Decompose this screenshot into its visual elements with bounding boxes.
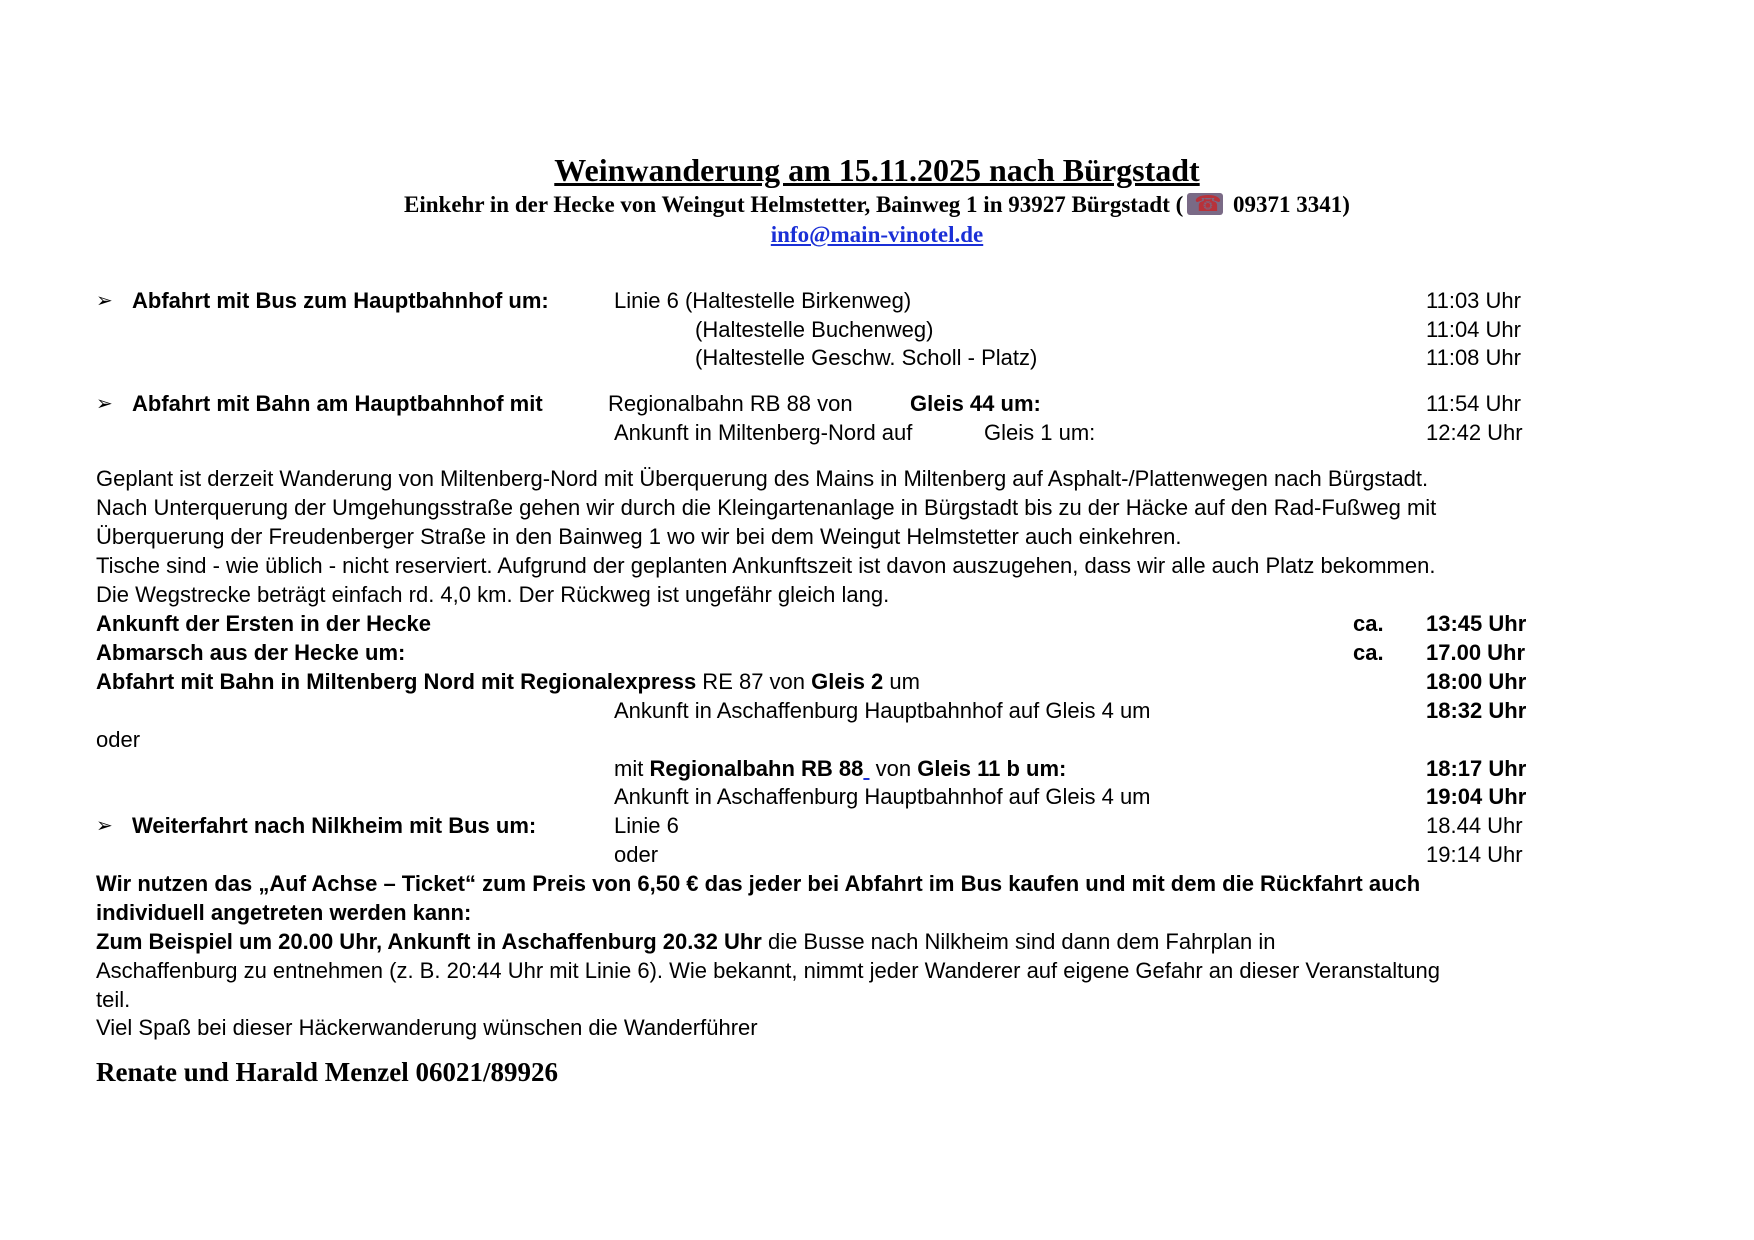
train-out-arrival-gleis: Gleis 1 um: (984, 420, 1096, 445)
bus-back-label: Weiterfahrt nach Nilkheim mit Bus um: (132, 813, 537, 838)
bus-out-label: Abfahrt mit Bus zum Hauptbahnhof um: (132, 288, 549, 313)
email-link[interactable]: info@main-vinotel.de (770, 222, 984, 247)
alt-gleis: Gleis 11 b um: (917, 756, 1067, 781)
train-out-arrival: Ankunft in Miltenberg-Nord auf (614, 420, 913, 445)
return-train: RE 87 von (696, 669, 812, 694)
alt-mit: mit (614, 756, 650, 781)
ticket-line-4: Aschaffenburg zu entnehmen (z. B. 20:44 Uhr mit Linie 6). Wie bekannt, nimmt jeder Wanderer auf eigene Gefahr an dieser Veranstaltung (96, 958, 1440, 983)
page-title: Weinwanderung am 15.11.2025 nach Bürgstadt (554, 152, 1200, 188)
description-line-3: Überquerung der Freudenberger Straße in den Bainweg 1 wo wir bei dem Weingut Helmstetter auch einkehren. (96, 524, 1182, 549)
return-gleis: Gleis 2 (811, 669, 884, 694)
depart-time: 17.00 Uhr (1426, 640, 1526, 665)
venue-phone: 09371 3341) (1227, 192, 1350, 217)
ticket-line-1: Wir nutzen das „Auf Achse – Ticket“ zum Preis von 6,50 € das jeder bei Abfahrt im Bus kaufen und mit dem die Rückfahrt auch (96, 871, 1421, 896)
description-line-1: Geplant ist derzeit Wanderung von Miltenberg-Nord mit Überquerung des Mains in Miltenberg auf Asphalt-/Plattenwegen nach Bürgstadt. (96, 466, 1429, 491)
bus-back-time-1: 18.44 Uhr (1426, 813, 1523, 838)
description-line-5: Die Wegstrecke beträgt einfach rd. 4,0 km. Der Rückweg ist ungefähr gleich lang. (96, 582, 890, 607)
return-line (96, 667, 920, 696)
train-out-train: Regionalbahn RB 88 von (608, 391, 853, 416)
train-out-arrival-time: 12:42 Uhr (1426, 420, 1523, 445)
bus-out-time-3: 11:08 Uhr (1426, 345, 1521, 370)
depart-ca: ca. (1353, 640, 1384, 665)
venue-subtitle (0, 190, 1754, 220)
bus-out-line: Linie 6 (Haltestelle Birkenweg) (614, 288, 912, 313)
alt-arrival-time: 19:04 Uhr (1426, 784, 1527, 809)
alt-train: Regionalbahn RB 88 (649, 756, 864, 781)
bus-back-line: Linie 6 (614, 813, 679, 838)
ticket-example-rest: die Busse nach Nilkheim sind dann dem Fahrplan in (761, 929, 1276, 954)
ticket-example (96, 927, 1275, 956)
ticket-line-2: individuell angetreten werden kann: (96, 900, 472, 925)
telephone-icon (1187, 193, 1223, 215)
ticket-line-6: Viel Spaß bei dieser Häckerwanderung wünschen die Wanderführer (96, 1015, 758, 1040)
depart-label: Abmarsch aus der Hecke um: (96, 640, 406, 665)
alt-train-line (614, 754, 1066, 783)
venue-text: Einkehr in der Hecke von Weingut Helmstetter, Bainweg 1 in 93927 Bürgstadt ( (404, 192, 1184, 217)
return-um: um (883, 669, 920, 694)
arrival-time: 13:45 Uhr (1426, 611, 1527, 636)
ticket-line-5: teil. (96, 987, 131, 1012)
oder-label: oder (96, 727, 141, 752)
email-line (0, 220, 1754, 250)
bullet-arrow-icon: ➢ (96, 288, 113, 312)
alt-von: von (869, 756, 918, 781)
return-arrival: Ankunft in Aschaffenburg Hauptbahnhof auf Gleis 4 um (614, 698, 1151, 723)
alt-arrival: Ankunft in Aschaffenburg Hauptbahnhof auf Gleis 4 um (614, 784, 1151, 809)
bullet-arrow-icon: ➢ (96, 391, 113, 415)
description-line-2: Nach Unterquerung der Umgehungsstraße gehen wir durch die Kleingartenanlage in Bürgstadt bis zu der Häcke auf den Rad-Fußweg mit (96, 495, 1437, 520)
bullet-arrow-icon: ➢ (96, 813, 113, 837)
bus-back-time-2: 19:14 Uhr (1426, 842, 1523, 867)
train-out-time: 11:54 Uhr (1426, 391, 1521, 416)
return-label: Abfahrt mit Bahn in Miltenberg Nord mit Regionalexpress (96, 669, 697, 694)
bus-out-time-1: 11:03 Uhr (1426, 288, 1521, 313)
signature: Renate und Harald Menzel 06021/89926 (96, 1057, 558, 1087)
return-arrival-time: 18:32 Uhr (1426, 698, 1527, 723)
arrival-label: Ankunft der Ersten in der Hecke (96, 611, 431, 636)
description-line-4: Tische sind - wie üblich - nicht reserviert. Aufgrund der geplanten Ankunftszeit ist davon auszugehen, dass wir alle auch Platz bekommen. (96, 553, 1436, 578)
bus-out-stop-2: (Haltestelle Buchenweg) (695, 317, 934, 342)
train-out-gleis: Gleis 44 um: (910, 391, 1041, 416)
bus-out-stop-3: (Haltestelle Geschw. Scholl - Platz) (695, 345, 1038, 370)
arrival-ca: ca. (1353, 611, 1384, 636)
return-time: 18:00 Uhr (1426, 669, 1527, 694)
bus-out-time-2: 11:04 Uhr (1426, 317, 1521, 342)
alt-time: 18:17 Uhr (1426, 756, 1527, 781)
train-out-label: Abfahrt mit Bahn am Hauptbahnhof mit (132, 391, 543, 416)
bus-back-oder: oder (614, 842, 659, 867)
ticket-example-bold: Zum Beispiel um 20.00 Uhr, Ankunft in Aschaffenburg 20.32 Uhr (96, 929, 762, 954)
